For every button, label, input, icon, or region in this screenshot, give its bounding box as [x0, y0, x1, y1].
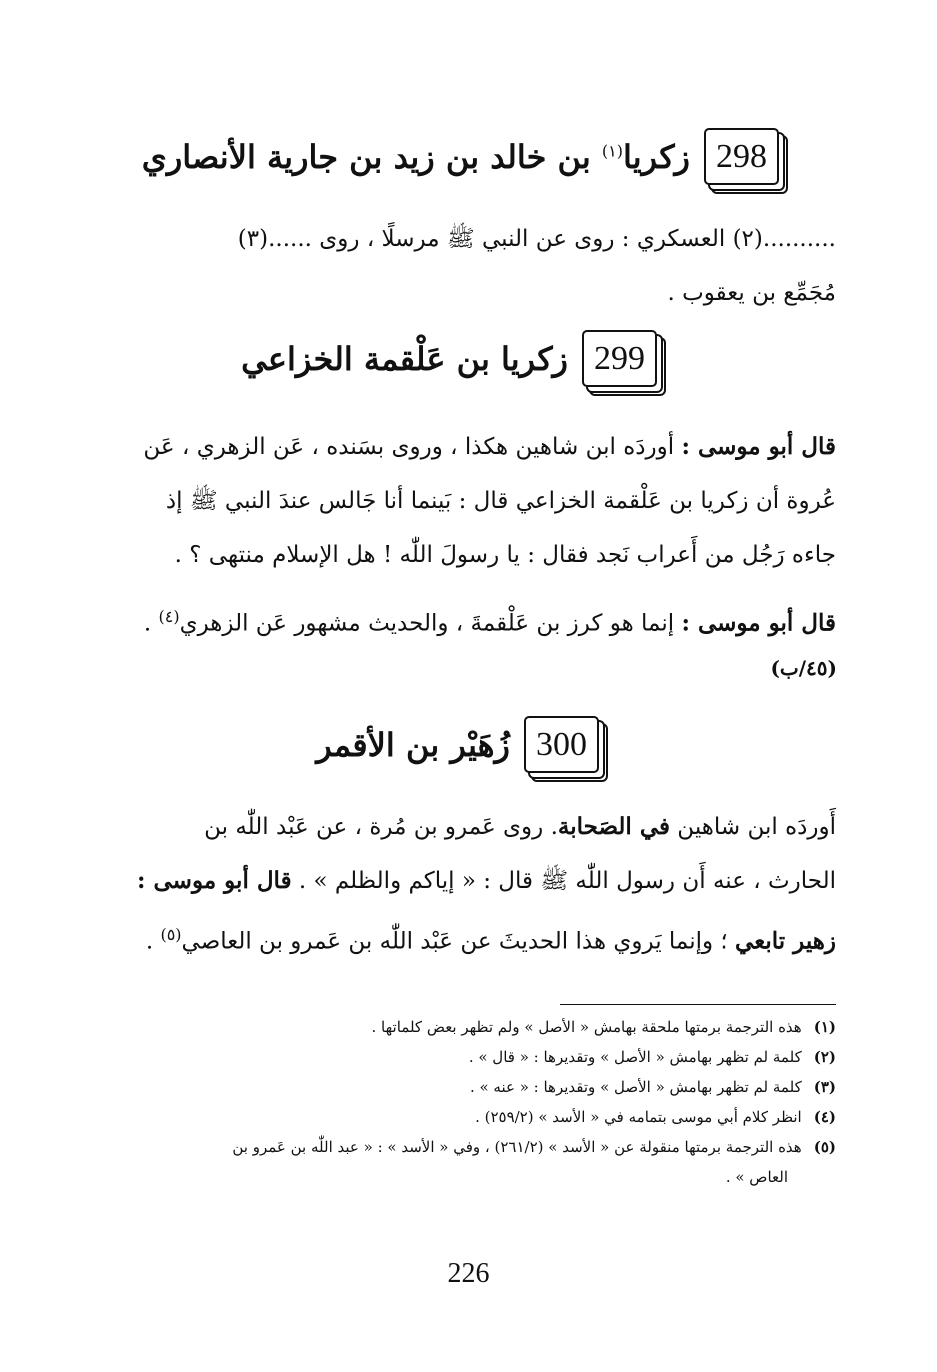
footnote-3: (٣)كلمة لم تظهر بهامش « الأصل » وتقديرها : « عنه » .	[469, 1078, 836, 1096]
footnote-ref: (٤)	[158, 607, 180, 626]
entry-body-299-comment	[84, 590, 836, 651]
footnote-1: (١)هذه الترجمة برمتها ملحقة بهامش « الأصل » ولم تظهر بعض كلماتها .	[371, 1018, 836, 1036]
text-line: أَوردَه ابن شاهين في الصَحابة. روى عَمرو بن مُرة ، عن عَبْد اللّٰه بن	[204, 813, 836, 840]
footnote-5-continuation: العاص » .	[725, 1168, 788, 1186]
footnotes	[90, 1012, 836, 1192]
text-line: قال أبو موسى : أوردَه ابن شاهين هكذا ، وروى بسَنده ، عَن الزهري ، عَن	[143, 433, 836, 460]
footnote-5: (٥)هذه الترجمة برمتها منقولة عن « الأسد » (٢٦١/٢) ، وفي « الأسد » : « عبد اللّٰه بن عَمرو بن	[232, 1138, 836, 1156]
manuscript-reference: (٤٥/ب)	[770, 656, 837, 680]
text-line: مُجَمِّع بن يعقوب .	[667, 280, 836, 306]
text-line: زهير تابعي ؛ وإنما يَروي هذا الحديثَ عن عَبْد اللّٰه بن عَمرو بن العاصي$^{(٥)}$ .	[145, 925, 836, 955]
text-line: جاءه رَجُل من أَعراب نَجد فقال : يا رسولَ اللّٰه ! هل الإسلام منتهى ؟ .	[174, 542, 836, 568]
footnote-separator	[560, 1004, 836, 1005]
entry-heading-298	[142, 128, 779, 185]
entry-heading-299	[241, 330, 657, 387]
text-line: قال أبو موسى : إنما هو كرز بن عَلْقمةَ ، والحديث مشهور عَن الزهري$^{(٤)}$ .	[143, 607, 836, 637]
entry-number-box: 298	[704, 128, 779, 185]
entry-body-299	[84, 420, 836, 582]
entry-title: زُهَيْر بن الأقمر	[316, 725, 510, 764]
footnote-2: (٢)كلمة لم تظهر بهامش « الأصل » وتقديرها : « قال » .	[468, 1048, 836, 1066]
text-line: ..........(٢) العسكري : روى عن النبي ﷺ مرسلًا ، روى ......(٣)	[237, 226, 836, 252]
entry-title: زكريا$^{(١)}$ بن خالد بن زيد بن جارية الأنصاري	[141, 137, 690, 176]
entry-body-300	[84, 800, 836, 969]
footnote-ref: (١)	[601, 140, 623, 160]
entry-number-box: 299	[582, 330, 657, 387]
entry-number-box: 300	[524, 716, 599, 773]
footnote-ref: (٥)	[160, 925, 182, 944]
footnote-4: (٤)انظر كلام أبي موسى بتمامه في « الأسد » (٢٥٩/٢) .	[475, 1108, 836, 1126]
entry-title: زكريا بن عَلْقمة الخزاعي	[241, 339, 568, 378]
entry-heading-300	[316, 716, 599, 773]
entry-body-298	[84, 212, 836, 320]
text-line: عُروة أن زكريا بن عَلْقمة الخزاعي قال : بَينما أنا جَالس عندَ النبي ﷺ إذ	[165, 488, 836, 514]
page-number: 226	[447, 1258, 490, 1289]
text-line: الحارث ، عنه أَن رسول اللّٰه ﷺ قال : « إياكم والظلم » . قال أبو موسى :	[137, 867, 836, 894]
